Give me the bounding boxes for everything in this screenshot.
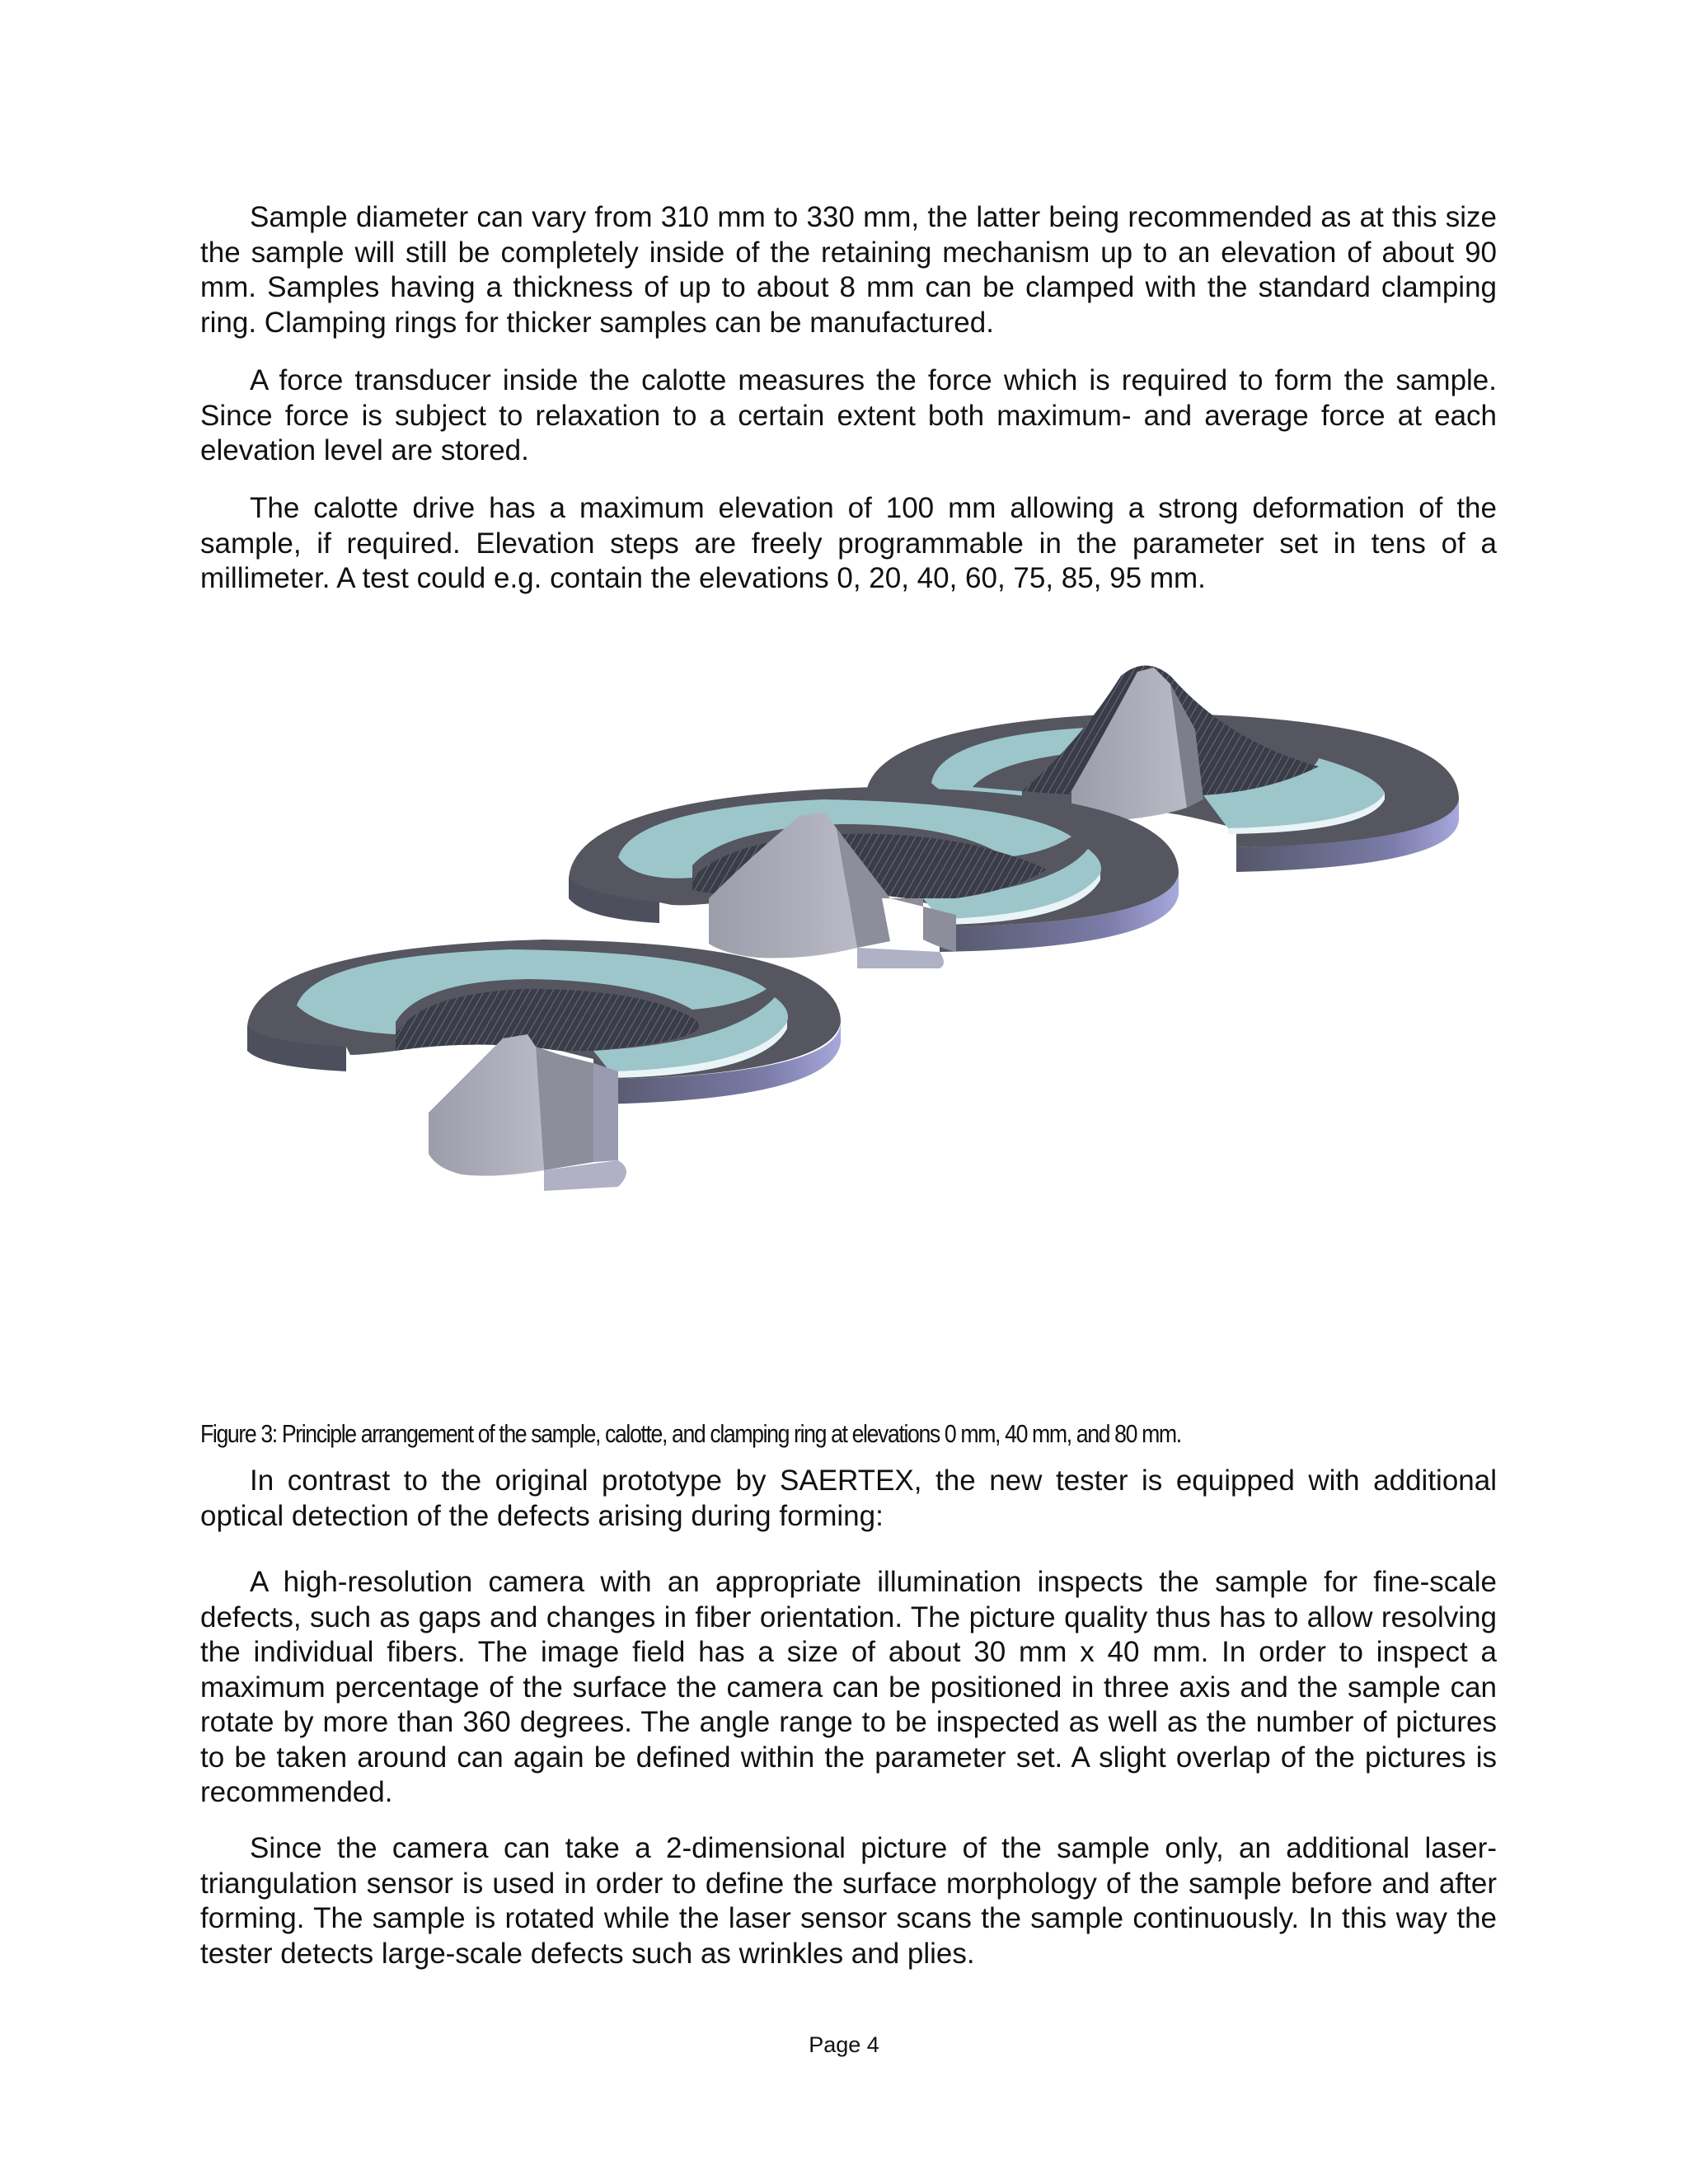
figure-3-illustration	[231, 651, 1484, 1376]
paragraph-camera: A high-resolution camera with an appropriate illumination inspects the sample for fine-scale defects, such as gaps and changes in fiber orientation. The picture quality thus has to allow resolving the individual fibers. The image field has a size of about 30 mm x 40 mm. In order to inspect a maximum percentage of the surface the camera can be positioned in three axis and the sample can rotate by more than 360 degrees. The angle range to be inspected as well as the number of pictures to be taken around can again be defined within the parameter set. A slight overlap of the pictures is recommended.	[200, 1566, 1497, 1808]
page-number: Page 4	[809, 2032, 879, 2057]
figure-caption: Figure 3: Principle arrangement of the sample, calotte, and clamping ring at elevations 0 mm, 40 mm, and 80 mm.	[200, 1419, 1181, 1448]
paragraph-sample-diameter: Sample diameter can vary from 310 mm to 330 mm, the latter being recommended as at this size the sample will still be completely inside of the retaining mechanism up to an elevation of about 90 mm. Samples having a thickness of up to about 8 mm can be clamped with the standard clamping ring. Clamping rings for thicker samples can be manufactured.	[200, 201, 1497, 339]
paragraph-laser-sensor: Since the camera can take a 2-dimensional picture of the sample only, an additional laser-triangulation sensor is used in order to define the surface morphology of the sample before and after forming. The sample is rotated while the laser sensor scans the sample continuously. In this way the tester detects large-scale defects such as wrinkles and plies.	[200, 1832, 1497, 1970]
assembly-elevation-0mm	[247, 940, 841, 1191]
figure-3-svg	[231, 651, 1484, 1376]
paragraph-calotte-drive: The calotte drive has a maximum elevation of 100 mm allowing a strong deformation of the sample, if required. Elevation steps are freely programmable in the parameter set in tens of a millimeter. A test could e.g. contain the elevations 0, 20, 40, 60, 75, 85, 95 mm.	[200, 492, 1497, 594]
assembly-elevation-40mm	[569, 787, 1179, 968]
paragraph-optical-detection: In contrast to the original prototype by SAERTEX, the new tester is equipped with additional optical detection of the defects arising during forming:	[200, 1465, 1497, 1532]
paragraph-force-transducer: A force transducer inside the calotte measures the force which is required to form the sample. Since force is subject to relaxation to a certain extent both maximum- and average force at each elevation level are stored.	[200, 364, 1497, 466]
